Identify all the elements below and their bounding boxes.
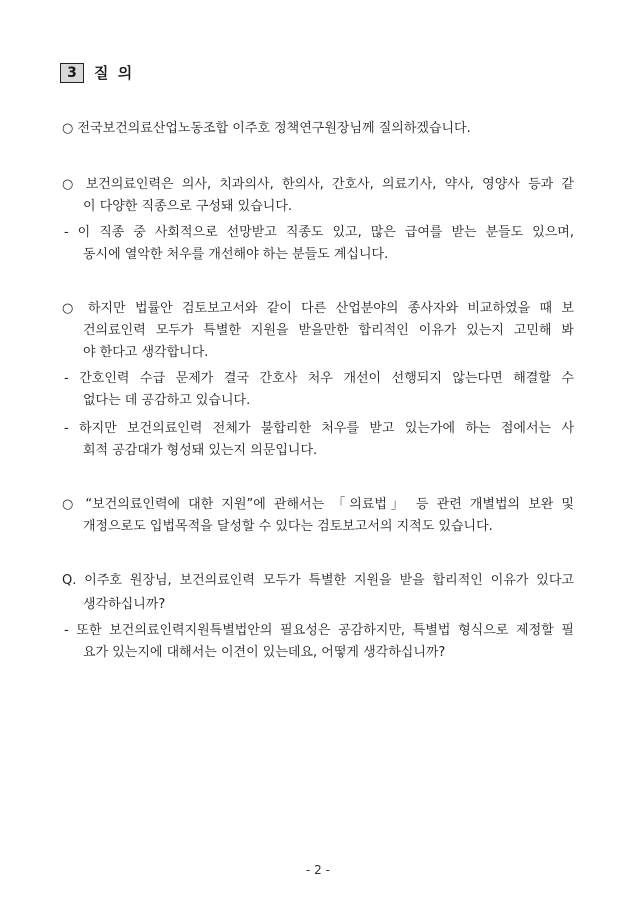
paragraph-line: 없다는 데 공감하고 있습니다. xyxy=(83,393,251,408)
section-number-box: 3 xyxy=(60,63,84,83)
question-line: 요가 있는지에 대해서는 이견이 있는데요, 어떻게 생각하십니까? xyxy=(83,645,446,660)
paragraph-line: ○ 하지만 법률안 검토보고서와 같이 다른 산업분야의 종사자와 비교하였을 때 보 xyxy=(62,301,574,316)
section-title: 질 의 xyxy=(94,64,135,82)
paragraph-line: ○ 보건의료인력은 의사, 치과의사, 한의사, 간호사, 의료기사, 약사, 영양사 등과 같 xyxy=(62,177,574,192)
page-number: - 2 - xyxy=(306,863,330,877)
question-line: Q. 이주호 원장님, 보건의료인력 모두가 특별한 지원을 받을 합리적인 이유가 있다고 xyxy=(62,573,574,588)
question-line: - 또한 보건의료인력지원특별법안의 필요성은 공감하지만, 특별법 형식으로 제정할 필 xyxy=(64,623,574,638)
paragraph-line: - 하지만 보건의료인력 전체가 불합리한 처우를 받고 있는가에 하는 점에서는 사 xyxy=(64,421,574,436)
paragraph-line: 회적 공감대가 형성돼 있는지 의문입니다. xyxy=(83,443,318,458)
paragraph-line: - 이 직종 중 사회적으로 선망받고 직종도 있고, 많은 급여를 받는 분들도 있으며, xyxy=(64,225,574,240)
paragraph-line: 개정으로도 입법목적을 달성할 수 있다는 검토보고서의 지적도 있습니다. xyxy=(83,519,493,534)
section-header xyxy=(60,62,134,83)
paragraph-line: 야 한다고 생각합니다. xyxy=(83,345,209,360)
paragraph-line: 건의료인력 모두가 특별한 지원을 받을만한 합리적인 이유가 있는지 고민해 봐 xyxy=(83,323,574,338)
paragraph-line: ○ “보건의료인력에 대한 지원”에 관해서는 「의료법」 등 관련 개별법의 보완 및 xyxy=(62,497,574,512)
paragraph-line: 이 다양한 직종으로 구성돼 있습니다. xyxy=(83,199,293,214)
paragraph-line: - 간호인력 수급 문제가 결국 간호사 처우 개선이 선행되지 않는다면 해결할 수 xyxy=(64,371,574,386)
question-line: 생각하십니까? xyxy=(83,597,166,612)
paragraph-line: ○ 전국보건의료산업노동조합 이주호 정책연구원장님께 질의하겠습니다. xyxy=(62,121,471,136)
paragraph-line: 동시에 열악한 처우를 개선해야 하는 분들도 계십니다. xyxy=(83,247,389,262)
